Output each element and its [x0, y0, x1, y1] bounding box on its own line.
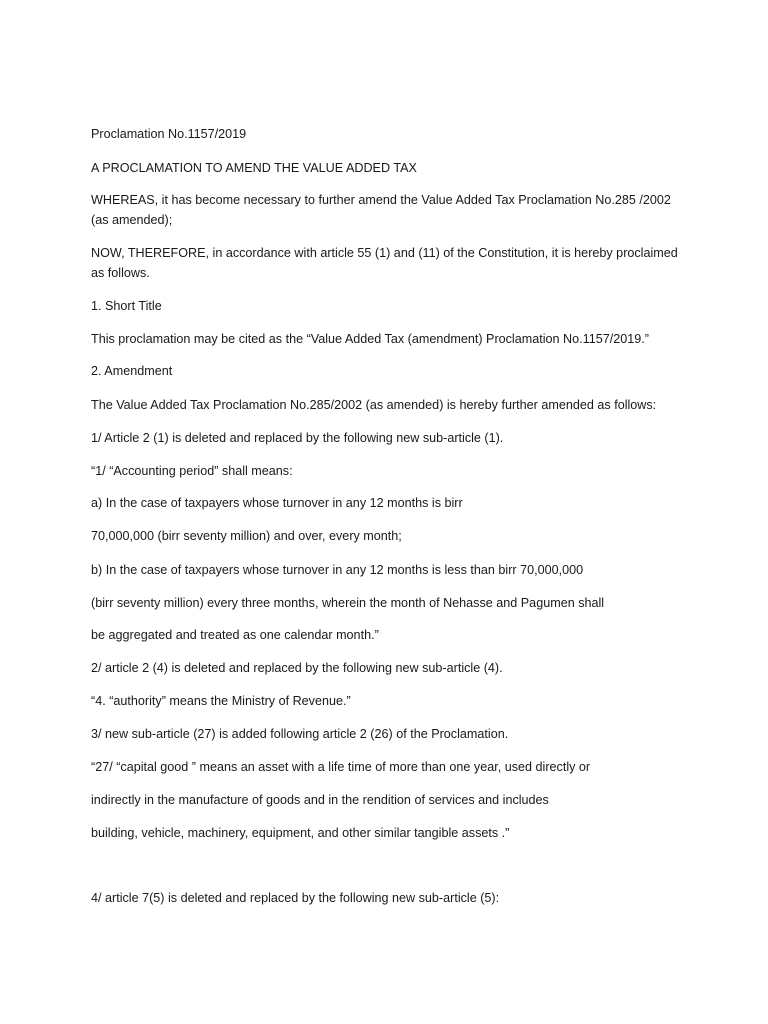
therefore-line-2: as follows. — [91, 266, 150, 280]
section-heading-amendment: 2. Amendment — [91, 364, 173, 378]
clause-b-line-3: be aggregated and treated as one calendar month.” — [91, 628, 379, 642]
authority-definition: “4. “authority” means the Ministry of Revenue.” — [91, 694, 351, 708]
amendment-item-3: 3/ new sub-article (27) is added following article 2 (26) of the Proclamation. — [91, 727, 509, 741]
amendment-item-2: 2/ article 2 (4) is deleted and replaced by the following new sub-article (4). — [91, 661, 503, 675]
capital-good-line-3: building, vehicle, machinery, equipment, and other similar tangible assets .” — [91, 826, 510, 840]
capital-good-line-2: indirectly in the manufacture of goods and in the rendition of services and includes — [91, 793, 549, 807]
short-title-text: This proclamation may be cited as the “Value Added Tax (amendment) Proclamation No.1157/2019.” — [91, 332, 649, 346]
proclamation-title: A PROCLAMATION TO AMEND THE VALUE ADDED TAX — [91, 161, 417, 175]
amendment-intro: The Value Added Tax Proclamation No.285/2002 (as amended) is hereby further amended as follows: — [91, 398, 657, 412]
amendment-item-1: 1/ Article 2 (1) is deleted and replaced by the following new sub-article (1). — [91, 431, 504, 445]
clause-b-line-2: (birr seventy million) every three months, wherein the month of Nehasse and Pagumen shall — [91, 596, 605, 610]
therefore-line-1: NOW, THEREFORE, in accordance with article 55 (1) and (11) of the Constitution, it is hereby proclaimed — [91, 246, 678, 260]
section-heading-short-title: 1. Short Title — [91, 299, 162, 313]
proclamation-number: Proclamation No.1157/2019 — [91, 127, 247, 141]
amendment-item-4: 4/ article 7(5) is deleted and replaced by the following new sub-article (5): — [91, 891, 500, 905]
accounting-period-definition: “1/ “Accounting period” shall means: — [91, 464, 293, 478]
clause-b-line-1: b) In the case of taxpayers whose turnover in any 12 months is less than birr 70,000,000 — [91, 563, 584, 577]
clause-a-line-2: 70,000,000 (birr seventy million) and over, every month; — [91, 529, 402, 543]
clause-a-line-1: a) In the case of taxpayers whose turnover in any 12 months is birr — [91, 496, 463, 510]
whereas-line-1: WHEREAS, it has become necessary to further amend the Value Added Tax Proclamation No.285 /2002 — [91, 193, 671, 207]
whereas-line-2: (as amended); — [91, 213, 173, 227]
capital-good-line-1: “27/ “capital good ” means an asset with a life time of more than one year, used directly or — [91, 760, 591, 774]
